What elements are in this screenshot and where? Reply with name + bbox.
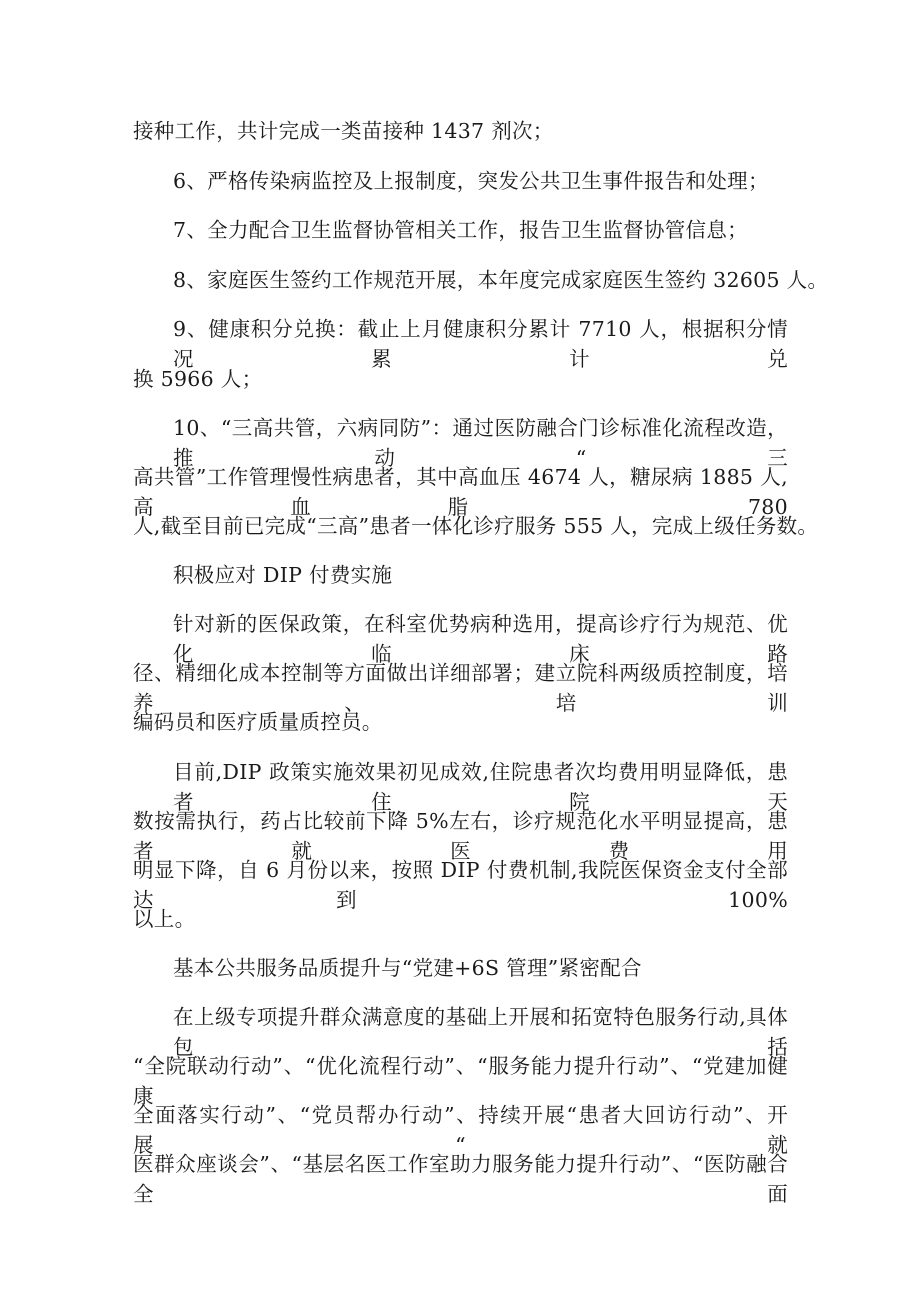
text-line: 8、家庭医生签约工作规范开展，本年度完成家庭医生签约 32605 人。 — [173, 268, 829, 292]
text-line: 换 5966 人； — [133, 367, 263, 391]
text-line: 接种工作，共计完成一类苗接种 1437 剂次； — [133, 119, 554, 143]
text-line: 针对新的医保政策，在科室优势病种选用，提高诊疗行为规范、优化临床路 — [173, 612, 788, 666]
text-line: 明显下降，自 6 月份以来，按照 DIP 付费机制,我院医保资金支付全部达到 100% — [133, 858, 788, 912]
text-line: 目前,DIP 政策实施效果初见成效,住院患者次均费用明显降低，患者住院天 — [173, 760, 788, 814]
text-line: 6、严格传染病监控及上报制度，突发公共卫生事件报告和处理； — [173, 169, 769, 193]
text-line: 7、全力配合卫生监督协管相关工作，报告卫生监督协管信息； — [173, 218, 748, 242]
text-line: 医群众座谈会”、“基层名医工作室助力服务能力提升行动”、“医防融合全面 — [133, 1152, 788, 1206]
text-line: 高共管”工作管理慢性病患者，其中高血压 4674 人，糖尿病 1885 人,高血脂 780 — [133, 465, 788, 519]
text-line: 全面落实行动”、“党员帮办行动”、持续开展“患者大回访行动”、开展“就 — [133, 1103, 788, 1157]
text-line: 以上。 — [133, 907, 196, 931]
text-line: 编码员和医疗质量质控员。 — [133, 710, 383, 734]
text-line: 数按需执行，药占比较前下降 5%左右，诊疗规范化水平明显提高，患者就医费用 — [133, 809, 788, 863]
text-line: 在上级专项提升群众满意度的基础上开展和拓宽特色服务行动,具体包括 — [173, 1005, 788, 1059]
section-heading: 基本公共服务品质提升与“党建+6S 管理”紧密配合 — [173, 956, 642, 980]
text-line: 径、精细化成本控制等方面做出详细部署；建立院科两级质控制度，培养、培训 — [133, 661, 788, 715]
text-line: 人,截至目前已完成“三高”患者一体化诊疗服务 555 人，完成上级任务数。 — [133, 514, 819, 538]
text-line: 10、“三高共管，六病同防”：通过医防融合门诊标准化流程改造，推动“三 — [173, 416, 788, 470]
section-heading: 积极应对 DIP 付费实施 — [173, 563, 393, 587]
text-line: “全院联动行动”、“优化流程行动”、“服务能力提升行动”、“党建加健康 — [133, 1054, 788, 1108]
text-line: 9、健康积分兑换：截止上月健康积分累计 7710 人，根据积分情况累计兑 — [173, 317, 788, 371]
